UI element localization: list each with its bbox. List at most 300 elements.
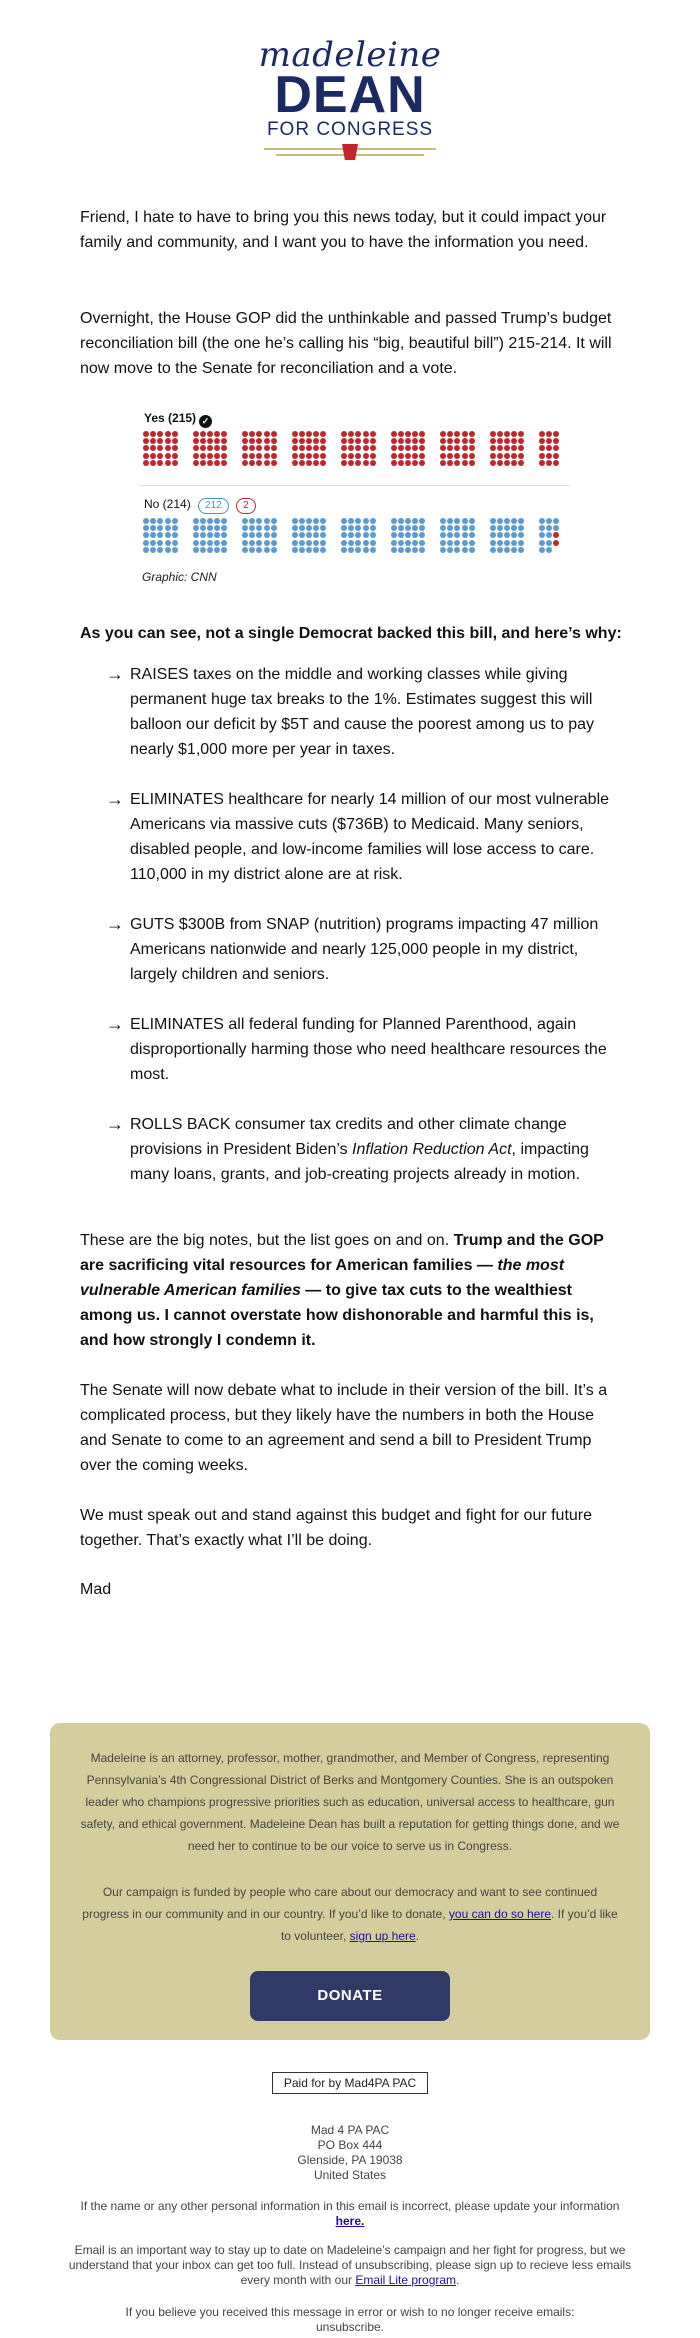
no-vote-dot	[539, 525, 545, 531]
yes-vote-dot	[249, 453, 255, 459]
yes-vote-dot	[546, 438, 552, 444]
no-vote-dot	[306, 518, 312, 524]
logo-first-name: madeleine	[258, 35, 442, 75]
no-vote-dot	[504, 540, 510, 546]
yes-vote-dot	[363, 460, 369, 466]
yes-vote-dot	[193, 445, 199, 451]
yes-vote-dot	[150, 453, 156, 459]
yes-vote-dot	[320, 453, 326, 459]
yes-vote-dot	[214, 438, 220, 444]
yes-vote-dot	[412, 460, 418, 466]
no-vote-dot	[454, 540, 460, 546]
yes-vote-dot	[249, 445, 255, 451]
no-vote-dot	[299, 547, 305, 553]
yes-vote-dot	[264, 445, 270, 451]
no-vote-dot	[447, 518, 453, 524]
no-vote-dot	[320, 547, 326, 553]
no-vote-dot	[497, 540, 503, 546]
yes-vote-dot	[200, 431, 206, 437]
yes-vote-dot	[348, 431, 354, 437]
no-vote-dot	[256, 540, 262, 546]
no-vote-dot	[511, 540, 517, 546]
no-vote-dot	[511, 532, 517, 538]
no-vote-dot	[172, 532, 178, 538]
yes-vote-dot	[405, 431, 411, 437]
arrow-icon: →	[106, 1014, 124, 1034]
no-vote-dot	[214, 540, 220, 546]
no-vote-dot	[412, 532, 418, 538]
no-vote-dot	[165, 547, 171, 553]
no-vote-dot	[546, 532, 552, 538]
yes-vote-dot	[172, 460, 178, 466]
yes-vote-dot	[306, 453, 312, 459]
yes-vote-dot	[518, 431, 524, 437]
no-vote-dot	[405, 547, 411, 553]
yes-vote-dot	[242, 438, 248, 444]
no-vote-dot	[214, 532, 220, 538]
yes-vote-dot	[454, 431, 460, 437]
bullet-text: GUTS $300B from SNAP (nutrition) programs impacting 47 million Americans nationwide and nearly 125,000 people in my district, largely children and seniors.	[130, 916, 599, 983]
volunteer-link[interactable]: sign up here	[349, 1929, 416, 1943]
yes-vote-dot	[207, 445, 213, 451]
yes-vote-dot	[165, 460, 171, 466]
yes-vote-dot	[469, 460, 475, 466]
yes-vote-dot	[207, 438, 213, 444]
no-vote-dot	[518, 540, 524, 546]
no-vote-dot	[320, 525, 326, 531]
yes-vote-dot	[306, 431, 312, 437]
no-vote-dot	[292, 518, 298, 524]
yes-vote-dot	[454, 445, 460, 451]
no-vote-dot	[143, 547, 149, 553]
yes-vote-dot	[221, 438, 227, 444]
yes-vote-dot	[398, 445, 404, 451]
no-vote-dot	[419, 525, 425, 531]
graphic-divider	[140, 485, 570, 486]
yes-vote-dot	[299, 438, 305, 444]
yes-vote-dot	[553, 453, 559, 459]
no-vote-dot	[313, 547, 319, 553]
yes-vote-dot	[292, 431, 298, 437]
no-vote-dot	[193, 525, 199, 531]
yes-vote-dot	[200, 460, 206, 466]
yes-vote-dot	[546, 453, 552, 459]
no-vote-dot	[242, 525, 248, 531]
mailing-address: Mad 4 PA PAC PO Box 444 Glenside, PA 19038 United States	[297, 2123, 403, 2182]
intro-paragraph-1: Friend, I hate to have to bring you this news today, but it could impact your family and community, and I want you to have the information you need.	[80, 209, 607, 251]
yes-vote-dot	[497, 453, 503, 459]
no-vote-dot	[391, 532, 397, 538]
no-vote-dot	[398, 525, 404, 531]
funding-text: Our campaign is funded by people who care about our democracy and want to see continued progress in our community and in our country. If you’d like to donate, you can do so here. If you’d like to volunteer, sign up here.	[82, 1885, 618, 1943]
no-vote-dot	[264, 525, 270, 531]
yes-vote-dot	[440, 460, 446, 466]
yes-vote-dot	[355, 460, 361, 466]
yes-vote-dot	[398, 460, 404, 466]
yes-vote-dot	[405, 460, 411, 466]
yes-vote-dot	[355, 431, 361, 437]
no-vote-dot	[193, 532, 199, 538]
no-vote-dot	[440, 532, 446, 538]
email-lite-text: Email is an important way to stay up to date on Madeleine’s campaign and her fight for progress, but we understand that your inbox can get too full. Instead of unsubscribing, please sign up to recieve less emails every month with our Email Lite program.	[68, 2243, 632, 2287]
yes-vote-dot	[172, 445, 178, 451]
yes-vote-dot	[511, 453, 517, 459]
yes-label	[144, 411, 212, 428]
yes-vote-dot	[370, 431, 376, 437]
no-vote-dot	[320, 540, 326, 546]
no-vote-dot	[221, 518, 227, 524]
yes-vote-dot	[370, 438, 376, 444]
no-vote-dot	[546, 525, 552, 531]
yes-vote-dot	[497, 438, 503, 444]
no-vote-dot	[546, 547, 552, 553]
no-vote-dot	[320, 518, 326, 524]
yes-vote-dot	[221, 460, 227, 466]
no-vote-dot	[511, 525, 517, 531]
yes-vote-dot	[193, 431, 199, 437]
no-vote-dot	[490, 540, 496, 546]
yes-vote-dot	[355, 445, 361, 451]
no-vote-dot	[398, 518, 404, 524]
yes-vote-dot	[165, 453, 171, 459]
no-vote-dot	[313, 532, 319, 538]
yes-vote-dot	[440, 453, 446, 459]
yes-vote-dot	[497, 460, 503, 466]
bullet-text: ELIMINATES all federal funding for Planned Parenthood, again disproportionally harming those who need healthcare resources the most.	[130, 1016, 607, 1083]
no-vote-dot	[391, 540, 397, 546]
yes-vote-dot	[447, 453, 453, 459]
no-vote-dot	[363, 547, 369, 553]
yes-vote-dot	[165, 431, 171, 437]
yes-vote-dot	[518, 453, 524, 459]
no-vote-dot	[221, 547, 227, 553]
yes-vote-dot	[143, 453, 149, 459]
no-vote-dot	[299, 525, 305, 531]
no-vote-dot	[193, 518, 199, 524]
no-vote-dot	[405, 525, 411, 531]
yes-vote-dot	[539, 445, 545, 451]
yes-vote-dot	[292, 460, 298, 466]
yes-vote-dot	[447, 445, 453, 451]
yes-vote-dot	[440, 431, 446, 437]
donate-link[interactable]: you can do so here	[448, 1907, 551, 1921]
arrow-icon: →	[106, 914, 124, 934]
no-vote-dot	[440, 547, 446, 553]
no-dem-badge: 212	[198, 498, 229, 514]
no-vote-dot	[242, 518, 248, 524]
yes-vote-dot	[469, 445, 475, 451]
yes-vote-dot	[306, 445, 312, 451]
no-vote-dot	[398, 540, 404, 546]
no-vote-dot	[398, 547, 404, 553]
yes-vote-dot	[419, 453, 425, 459]
yes-vote-dot	[419, 445, 425, 451]
yes-vote-dot	[256, 460, 262, 466]
yes-vote-dot	[313, 431, 319, 437]
yes-vote-dot	[355, 453, 361, 459]
bullet-text: ELIMINATES healthcare for nearly 14 million of our most vulnerable Americans via massive cuts ($736B) to Medicaid. Many seniors, disabled people, and low-income families will lose access to care. 110,000 in my district alone are at risk.	[130, 791, 610, 883]
yes-vote-dot	[504, 431, 510, 437]
no-vote-dot	[221, 525, 227, 531]
no-vote-dot	[391, 525, 397, 531]
no-vote-dot	[440, 540, 446, 546]
no-vote-dot	[172, 525, 178, 531]
no-vote-dot	[200, 525, 206, 531]
yes-vote-dot	[539, 453, 545, 459]
no-vote-dot	[539, 518, 545, 524]
no-vote-dot	[256, 525, 262, 531]
no-vote-dot	[469, 525, 475, 531]
yes-vote-dot	[299, 460, 305, 466]
paid-for-disclaimer: Paid for by Mad4PA PAC	[272, 2072, 428, 2094]
no-vote-dot	[511, 547, 517, 553]
no-vote-dot	[440, 525, 446, 531]
no-vote-dot	[355, 547, 361, 553]
yes-vote-dot	[150, 431, 156, 437]
no-vote-dot	[207, 518, 213, 524]
no-vote-dot	[370, 547, 376, 553]
no-vote-dot	[518, 518, 524, 524]
yes-vote-dot	[405, 438, 411, 444]
no-vote-dot	[271, 532, 277, 538]
yes-vote-dot	[306, 460, 312, 466]
no-vote-dot	[447, 525, 453, 531]
yes-vote-dot	[172, 453, 178, 459]
no-vote-dot	[242, 540, 248, 546]
no-vote-dot	[313, 525, 319, 531]
email-lite-link[interactable]: Email Lite program	[355, 2273, 457, 2287]
yes-vote-dot	[242, 445, 248, 451]
yes-vote-dot	[150, 460, 156, 466]
no-vote-dot	[221, 540, 227, 546]
no-vote-dot	[419, 532, 425, 538]
no-vote-dot	[370, 532, 376, 538]
no-vote-dot	[412, 518, 418, 524]
no-vote-dot	[405, 540, 411, 546]
no-vote-dot	[469, 540, 475, 546]
yes-vote-dot	[447, 460, 453, 466]
no-vote-dot	[490, 532, 496, 538]
no-vote-dot	[271, 547, 277, 553]
unsubscribe-link[interactable]: unsubscribe.	[315, 2320, 385, 2334]
no-vote-dot	[172, 540, 178, 546]
no-vote-dot	[454, 532, 460, 538]
yes-vote-dot	[221, 453, 227, 459]
yes-vote-dot	[320, 431, 326, 437]
update-info-link[interactable]: here.	[335, 2214, 365, 2228]
yes-vote-dot	[419, 438, 425, 444]
yes-vote-dot	[143, 445, 149, 451]
unsubscribe-text: If you believe you received this message in error or wish to no longer receive emails: unsubscribe.	[125, 2305, 575, 2334]
no-vote-dot	[405, 518, 411, 524]
yes-vote-dot	[363, 453, 369, 459]
yes-vote-dot	[490, 460, 496, 466]
no-vote-dot	[412, 540, 418, 546]
yes-vote-dot	[150, 445, 156, 451]
no-vote-dot	[504, 518, 510, 524]
yes-vote-dot	[292, 445, 298, 451]
no-vote-dot	[207, 540, 213, 546]
donate-button[interactable]: DONATE	[250, 1971, 450, 2021]
yes-vote-dot	[511, 431, 517, 437]
no-vote-dot	[518, 532, 524, 538]
no-vote-dot	[490, 547, 496, 553]
no-vote-dot	[193, 540, 199, 546]
yes-vote-dot	[157, 438, 163, 444]
no-vote-dot	[419, 518, 425, 524]
no-vote-dot	[511, 518, 517, 524]
yes-vote-dot	[497, 431, 503, 437]
yes-vote-dot	[370, 445, 376, 451]
yes-vote-dot	[348, 453, 354, 459]
yes-vote-dot	[143, 460, 149, 466]
no-vote-dot	[497, 518, 503, 524]
yes-vote-dot	[207, 453, 213, 459]
yes-vote-dot	[553, 438, 559, 444]
no-vote-dot	[341, 525, 347, 531]
no-vote-dot	[165, 540, 171, 546]
yes-vote-dot	[271, 445, 277, 451]
yes-vote-dot	[391, 438, 397, 444]
no-vote-dot	[355, 525, 361, 531]
no-vote-dot	[157, 532, 163, 538]
no-vote-dot	[497, 532, 503, 538]
no-vote-dot	[143, 525, 149, 531]
no-vote-dot	[313, 518, 319, 524]
yes-vote-dot	[313, 438, 319, 444]
no-vote-dot	[363, 540, 369, 546]
yes-vote-dot	[363, 438, 369, 444]
yes-vote-dot	[214, 453, 220, 459]
no-vote-dot	[157, 540, 163, 546]
no-vote-dot	[454, 525, 460, 531]
no-vote-dot	[553, 540, 559, 546]
yes-vote-dot	[405, 445, 411, 451]
no-vote-dot	[363, 525, 369, 531]
yes-vote-dot	[490, 453, 496, 459]
arrow-icon: →	[106, 664, 124, 684]
yes-vote-dot	[292, 438, 298, 444]
no-vote-dot	[490, 525, 496, 531]
yes-vote-dot	[348, 445, 354, 451]
yes-vote-dot	[511, 445, 517, 451]
yes-vote-dot	[405, 453, 411, 459]
no-vote-dot	[553, 525, 559, 531]
no-vote-dot	[539, 547, 545, 553]
no-vote-dot	[200, 518, 206, 524]
no-vote-dot	[469, 547, 475, 553]
no-count-label: No (214)	[144, 497, 191, 511]
no-vote-dot	[546, 540, 552, 546]
no-vote-dot	[157, 525, 163, 531]
no-vote-dot	[412, 547, 418, 553]
keystone-icon	[342, 144, 358, 160]
no-vote-dot	[221, 532, 227, 538]
closing-paragraph-1: These are the big notes, but the list goes on and on. Trump and the GOP are sacrificing vital resources for American families — the most vulnerable American families — to give tax cuts to the wealthiest among us. I cannot overstate how dishonorable and harmful this is, and how strongly I condemn it.	[80, 1232, 604, 1349]
no-vote-dot	[553, 518, 559, 524]
no-vote-dot	[454, 518, 460, 524]
no-vote-dot	[348, 518, 354, 524]
no-vote-dot	[207, 547, 213, 553]
yes-vote-dot	[546, 445, 552, 451]
no-vote-dot	[214, 547, 220, 553]
yes-vote-dot	[355, 438, 361, 444]
yes-vote-dot	[320, 445, 326, 451]
yes-vote-dot	[193, 460, 199, 466]
no-vote-dot	[256, 547, 262, 553]
update-info-text: If the name or any other personal information in this email is incorrect, please update your information here.	[80, 2199, 620, 2228]
yes-vote-dot	[553, 460, 559, 466]
yes-vote-dot	[214, 460, 220, 466]
closing-paragraph-2: The Senate will now debate what to include in their version of the bill. It’s a complicated process, but they likely have the numbers in both the House and Senate to come to an agreement and send a bill to President Trump over the coming weeks.	[80, 1382, 608, 1474]
no-vote-dot	[200, 547, 206, 553]
yes-vote-dot	[271, 431, 277, 437]
yes-vote-dot	[299, 445, 305, 451]
no-vote-dot	[172, 518, 178, 524]
no-vote-dot	[348, 532, 354, 538]
yes-vote-dot	[256, 438, 262, 444]
yes-vote-dot	[249, 438, 255, 444]
no-vote-dot	[292, 547, 298, 553]
no-vote-dot	[539, 532, 545, 538]
yes-vote-dot	[256, 453, 262, 459]
no-vote-dot	[292, 525, 298, 531]
yes-vote-dot	[256, 431, 262, 437]
yes-vote-dot	[320, 460, 326, 466]
no-vote-dot	[264, 518, 270, 524]
yes-vote-dot	[504, 460, 510, 466]
yes-count-label: Yes (215)	[144, 411, 197, 425]
no-vote-dot	[348, 525, 354, 531]
no-vote-dot	[150, 540, 156, 546]
yes-vote-dot	[341, 453, 347, 459]
yes-vote-dot	[412, 445, 418, 451]
no-vote-dot	[398, 532, 404, 538]
yes-vote-dot	[398, 453, 404, 459]
yes-vote-dot	[157, 445, 163, 451]
bullet-text: ROLLS BACK consumer tax credits and other climate change provisions in President Biden’s Inflation Reduction Act, impacting many loans, grants, and job-creating projects already in motion.	[130, 1116, 589, 1183]
yes-vote-dot	[264, 460, 270, 466]
yes-vote-dot	[412, 453, 418, 459]
no-vote-dot	[341, 547, 347, 553]
yes-vote-dot	[462, 438, 468, 444]
no-vote-dot	[405, 532, 411, 538]
yes-vote-dot	[264, 438, 270, 444]
yes-vote-dot	[497, 445, 503, 451]
yes-vote-dot	[546, 460, 552, 466]
yes-vote-dot	[271, 453, 277, 459]
no-vote-dot	[518, 547, 524, 553]
no-vote-dot	[490, 518, 496, 524]
no-vote-dot	[454, 547, 460, 553]
no-vote-dot	[447, 547, 453, 553]
yes-vote-dot	[143, 438, 149, 444]
campaign-logo	[250, 35, 450, 162]
about-card	[50, 1723, 650, 2040]
yes-vote-dot	[341, 445, 347, 451]
yes-vote-dot	[412, 438, 418, 444]
no-vote-dot	[165, 525, 171, 531]
no-vote-dot	[518, 525, 524, 531]
yes-vote-dot	[200, 445, 206, 451]
yes-vote-dot	[320, 438, 326, 444]
yes-vote-dot	[299, 431, 305, 437]
graphic-credit: Graphic: CNN	[142, 570, 217, 584]
yes-vote-dot	[341, 460, 347, 466]
no-vote-dot	[306, 547, 312, 553]
no-vote-dot	[207, 525, 213, 531]
no-vote-dot	[462, 540, 468, 546]
